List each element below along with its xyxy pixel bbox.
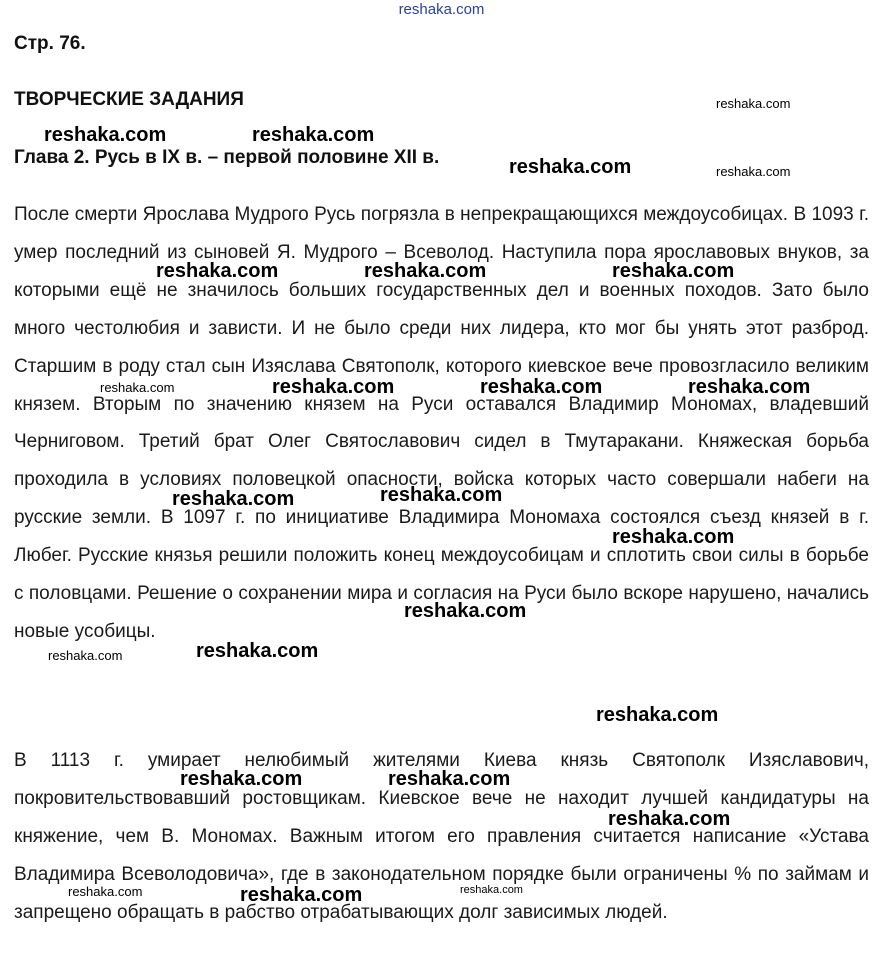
watermark: reshaka.com	[460, 884, 523, 896]
watermark: reshaka.com	[380, 484, 503, 506]
watermark: reshaka.com	[716, 96, 791, 111]
watermark: reshaka.com	[100, 380, 175, 395]
watermark: reshaka.com	[272, 376, 395, 398]
watermark: reshaka.com	[608, 808, 731, 830]
watermark: reshaka.com	[509, 156, 632, 178]
section-title: ТВОРЧЕСКИЕ ЗАДАНИЯ	[14, 89, 244, 110]
watermark: reshaka.com	[68, 884, 143, 899]
watermark: reshaka.com	[252, 124, 375, 146]
watermark: reshaka.com	[180, 768, 303, 790]
paragraph-1: После смерти Ярослава Мудрого Русь погрязла в непрекращающихся междоусобицах. В 1093 г. умер последний из сыновей Я. Мудрого – Всеволод. Наступила пора ярославовых внуков, за которыми ещё не значилось больших государственных дел и военных походов. Зато было много честолюбия и зависти. И не было среди них лидера, кто мог бы унять этот разброд. Старшим в роду стал сын Изяслава Святополк, которого киевское вече провозгласило великим князем. Вторым по значению князем на Руси оставался Владимир Мономах, владевший Черниговом. Третий брат Олег Святославович сидел в Тмутаракани. Княжеская борьба проходила в условиях половецкой опасности, войска которых часто совершали набеги на русские земли. В 1097 г. по инициативе Владимира Мономаха состоялся съезд князей в г. Любег. Русские князья решили положить конец междоусобицам и сплотить свои силы в борьбе с половцами. Решение о сохранении мира и согласия на Руси было вскоре нарушено, начались новые усобицы.	[14, 204, 869, 642]
watermark: reshaka.com	[480, 376, 603, 398]
watermark: reshaka.com	[364, 260, 487, 282]
chapter-title: Глава 2. Русь в IX в. – первой половине XII в.	[14, 147, 440, 168]
watermark: reshaka.com	[240, 884, 363, 906]
watermark: reshaka.com	[172, 488, 295, 510]
watermark: reshaka.com	[48, 648, 123, 663]
watermark: reshaka.com	[404, 600, 527, 622]
page-reference: Стр. 76.	[14, 33, 86, 54]
watermark: reshaka.com	[596, 704, 719, 726]
watermark: reshaka.com	[156, 260, 279, 282]
watermark: reshaka.com	[612, 526, 735, 548]
watermark: reshaka.com	[44, 124, 167, 146]
watermark: reshaka.com	[716, 164, 791, 179]
site-header-watermark: reshaka.com	[398, 1, 485, 18]
watermark: reshaka.com	[196, 640, 319, 662]
watermark: reshaka.com	[388, 768, 511, 790]
paragraph-2: В 1113 г. умирает нелюбимый жителями Киева князь Святополк Изяславович, покровительствовавший ростовщикам. Киевское вече не находит лучшей кандидатуры на княжение, чем В. Мономах. Важным итогом его правления считается написание «Устава Владимира Всеволодовича», где в законодательном порядке были ограничены % по займам и запрещено обращать в рабство отрабатывающих долг зависимых людей.	[14, 750, 869, 923]
watermark: reshaka.com	[688, 376, 811, 398]
watermark: reshaka.com	[612, 260, 735, 282]
